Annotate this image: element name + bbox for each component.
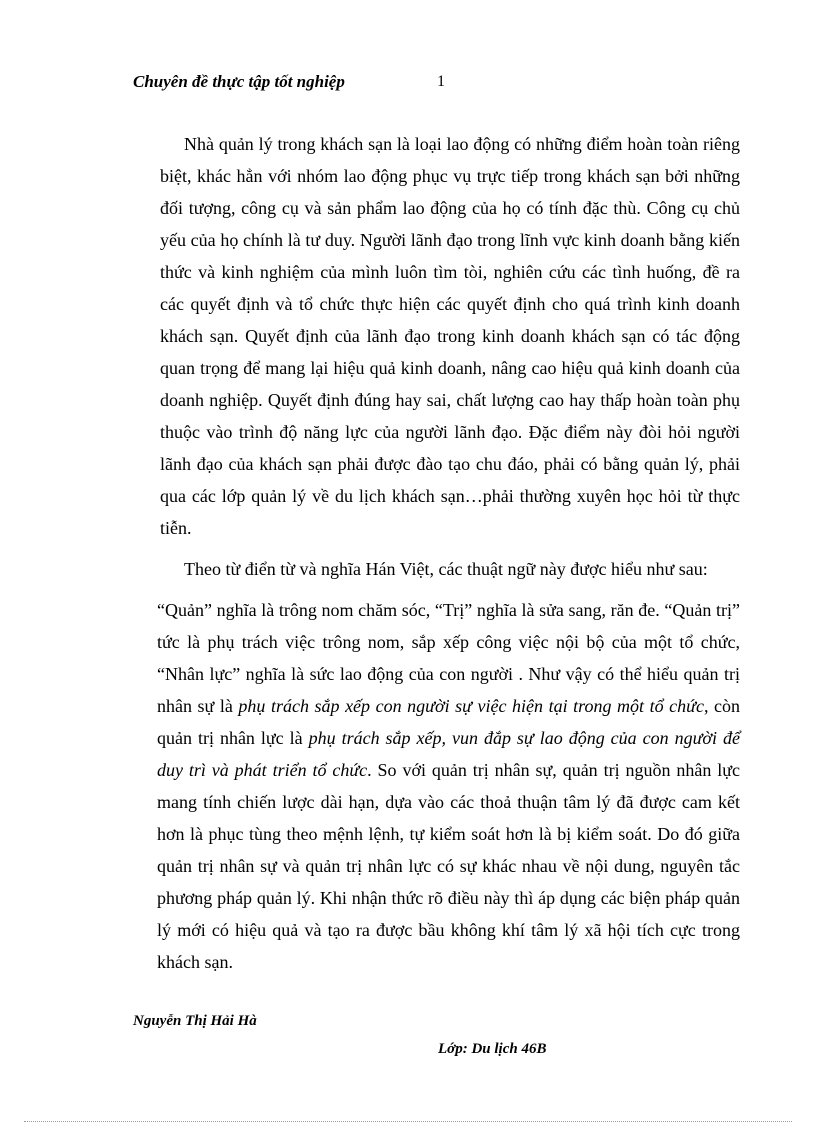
footer-class: Lớp: Du lịch 46B xyxy=(438,1041,547,1057)
header-title: Chuyên đề thực tập tốt nghiệp xyxy=(133,72,345,91)
page-bottom-divider xyxy=(24,1121,792,1122)
paragraph-1: Nhà quản lý trong khách sạn là loại lao động có những điểm hoàn toàn riêng biệt, khác hẳn với nhóm lao động phục vụ trực tiếp trong khách sạn bởi những đối tượng, công cụ và sản phẩm lao động của họ có tính đặc thù. Công cụ chủ yếu của họ chính là tư duy. Người lãnh đạo trong lĩnh vực kinh doanh bằng kiến thức và kinh nghiệm của mình luôn tìm tòi, nghiên cứu các tình huống, đề ra các quyết định và tổ chức thực hiện các quyết định cho quá trình kinh doanh khách sạn. Quyết định của lãnh đạo trong kinh doanh khách sạn có tác động quan trọng để mang lại hiệu quả kinh doanh, nâng cao hiệu quả kinh doanh của doanh nghiệp. Quyết định đúng hay sai, chất lượng cao hay thấp hoàn toàn phụ thuộc vào trình độ năng lực của người lãnh đạo. Đặc điểm này đòi hỏi người lãnh đạo của khách sạn phải được đào tạo chu đáo, phải có bằng quản lý, phải qua các lớp quản lý về du lịch khách sạn…phải thường xuyên học hỏi từ thực tiễn. xyxy=(160,134,740,538)
paragraph-2: Theo từ điển từ và nghĩa Hán Việt, các thuật ngữ này được hiểu như sau: xyxy=(184,559,708,579)
page-number: 1 xyxy=(437,73,445,90)
paragraph-3-italic-2: phụ trách sắp xếp, vun đắp sự lao động của con người để duy trì và phát triển tổ chức xyxy=(157,728,740,780)
paragraph-3-text-2: , còn quản trị nhân lực là xyxy=(157,696,740,748)
paragraph-3 xyxy=(157,594,740,978)
footer-author: Nguyễn Thị Hải Hà xyxy=(133,1013,257,1029)
paragraph-3-text-1: “Quản” nghĩa là trông nom chăm sóc, “Trị” nghĩa là sửa sang, răn đe. “Quản trị” tức là phụ trách việc trông nom, sắp xếp công việc nội bộ của một tổ chức, “Nhân lực” nghĩa là sức lao động của con người . Như vậy có thể hiểu quản trị nhân sự là xyxy=(157,600,740,716)
document-body xyxy=(157,128,740,978)
paragraph-3-text-3: . So với quản trị nhân sự, quản trị nguồn nhân lực mang tính chiến lược dài hạn, dựa vào các thoả thuận tâm lý đã được cam kết hơn là phục tùng theo mệnh lệnh, tự kiểm soát hơn là bị kiểm soát. Do đó giữa quản trị nhân sự và quản trị nhân lực có sự khác nhau về nội dung, nguyên tắc phương pháp quản lý. Khi nhận thức rõ điều này thì áp dụng các biện pháp quản lý mới có hiệu quả và tạo ra được bầu không khí tâm lý xã hội tích cực trong khách sạn. xyxy=(157,760,740,972)
paragraph-3-italic-1: phụ trách sắp xếp con người sự việc hiện tại trong một tổ chức xyxy=(238,696,704,716)
